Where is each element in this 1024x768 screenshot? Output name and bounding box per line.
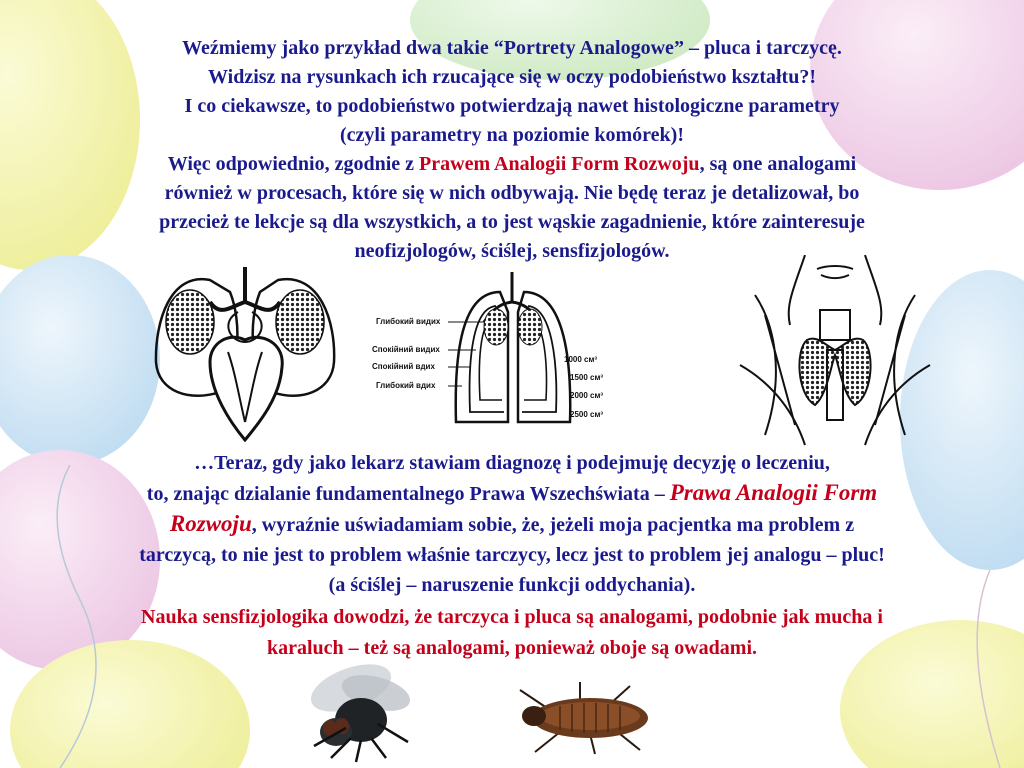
fly-image	[296, 658, 416, 764]
intro-line: przecież te lekcje są dla wszystkich, a to jest wąskie zagadnienie, które zainteresuje	[159, 211, 865, 233]
intro-line	[20, 150, 1004, 179]
lung-volumes-illustration	[372, 262, 622, 432]
lung-label: Глибокий видих	[376, 317, 441, 326]
volume-label: 2000 см³	[570, 391, 604, 400]
law-name: Prawem Analogii Form Rozwoju	[419, 153, 700, 175]
diagnosis-line	[20, 509, 1004, 540]
intro-paragraph	[20, 34, 1004, 266]
volume-label: 2500 см³	[570, 410, 604, 419]
intro-text: Więc odpowiednio, zgodnie z	[167, 153, 420, 175]
volume-label: 1000 см³	[564, 355, 598, 364]
balloon-blue-left	[0, 255, 160, 465]
intro-line: neofizjologów, ściślej, sensfizjologów.	[354, 240, 670, 262]
diagnosis-line	[20, 478, 1004, 509]
conclusion-line: karaluch – też są analogami, ponieważ oboje są owadami.	[267, 637, 757, 659]
diagnosis-paragraph	[20, 448, 1004, 600]
law-name-italic: Rozwoju	[169, 511, 252, 536]
intro-line: I co ciekawsze, to podobieństwo potwierdzają nawet histologiczne parametry	[184, 95, 840, 117]
heart-lungs-illustration	[150, 262, 340, 442]
cockroach-image	[510, 680, 660, 756]
diagnosis-text: , wyraźnie uświadamiam sobie, że, jeżeli moja pacjentka ma problem z	[251, 514, 855, 536]
intro-text: , są one analogami	[699, 153, 857, 175]
intro-line: również w procesach, które się w nich odbywają. Nie będę teraz je detalizował, bo	[164, 182, 860, 204]
lung-label: Глибокий вдих	[376, 381, 436, 390]
law-name-italic: Prawa Analogii Form	[669, 480, 878, 505]
diagnosis-line: …Teraz, gdy jako lekarz stawiam diagnozę i podejmuję decyzję o leczeniu,	[194, 452, 830, 474]
intro-line: Weźmiemy jako przykład dwa takie “Portrety Analogowe” – pluca i tarczycę.	[182, 37, 842, 59]
lung-label: Спокійний вдих	[372, 362, 435, 371]
thyroid-neck-illustration	[735, 255, 935, 450]
conclusion-paragraph	[20, 602, 1004, 664]
lung-label: Спокійний видих	[372, 345, 440, 354]
conclusion-line: Nauka sensfizjologika dowodzi, że tarczyca i pluca są analogami, podobnie jak mucha i	[141, 606, 883, 628]
intro-line: Widzisz na rysunkach ich rzucające się w oczy podobieństwo kształtu?!	[208, 66, 816, 88]
diagnosis-line: tarczycą, to nie jest to problem właśnie tarczycy, lecz jest to problem jej analogu – pluc!	[139, 544, 885, 566]
intro-line: (czyli parametry na poziomie komórek)!	[340, 124, 684, 146]
diagnosis-line: (a ściślej – naruszenie funkcji oddychania).	[328, 574, 696, 596]
diagnosis-text: to, znając dzialanie fundamentalnego Prawa Wszechświata –	[146, 483, 670, 505]
volume-label: 1500 см³	[570, 373, 604, 382]
